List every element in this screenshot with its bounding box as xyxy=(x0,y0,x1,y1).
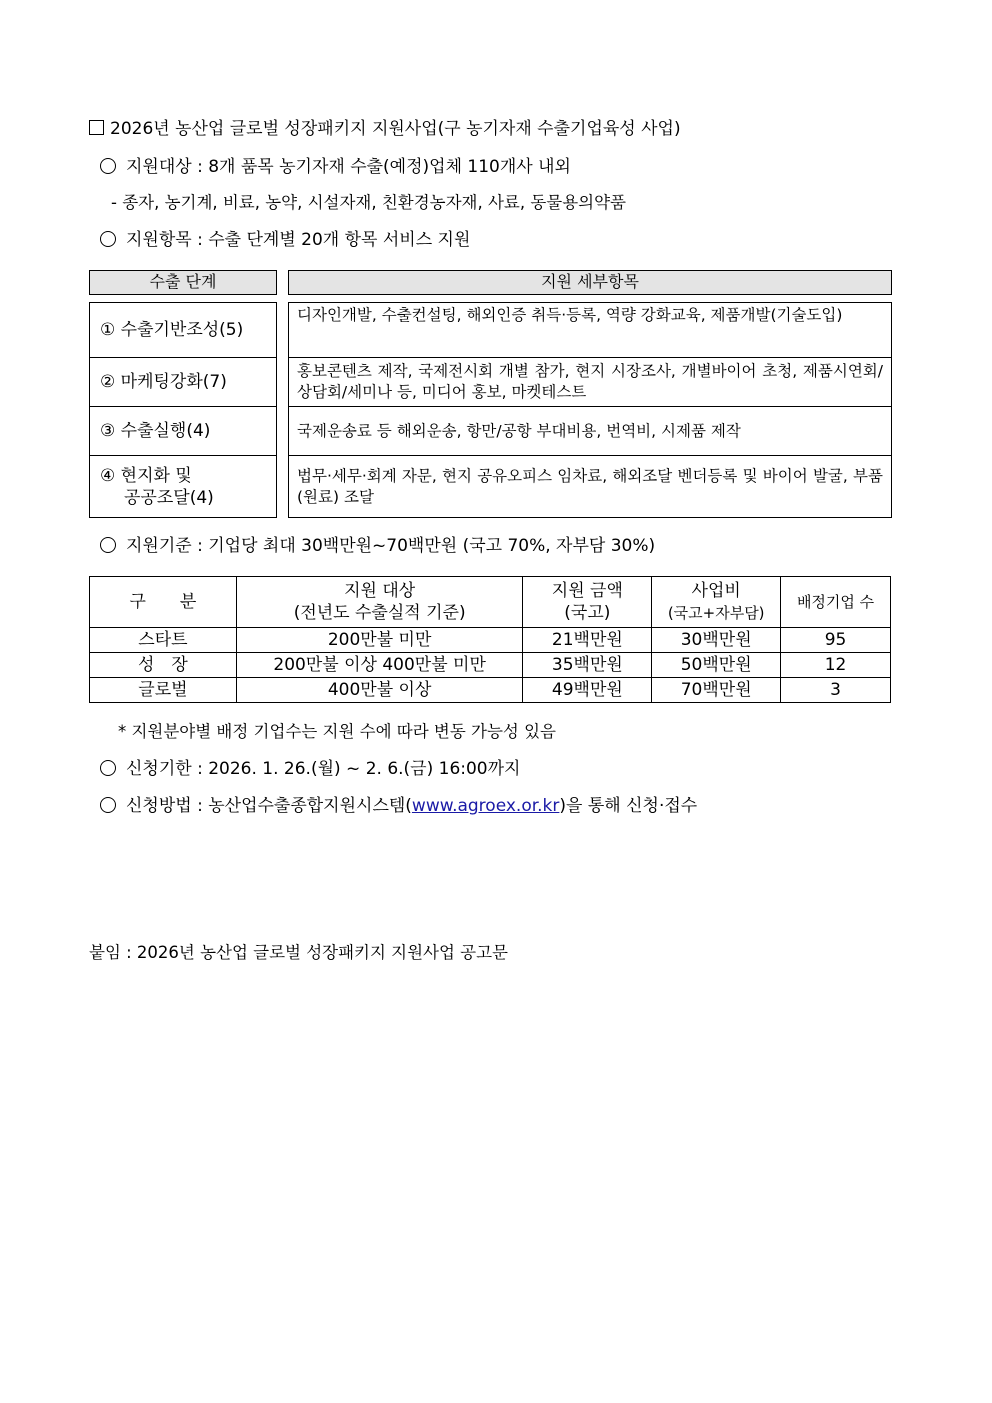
criteria-line xyxy=(100,535,655,557)
support-target-line xyxy=(100,156,571,178)
criteria-text: 지원기준 : 기업당 최대 30백만원~70백만원 (국고 70%, 자부담 30%) xyxy=(126,536,656,556)
target-header-line2: (전년도 수출실적 기준) xyxy=(293,603,466,623)
category-header: 구 분 xyxy=(90,577,237,628)
budget-cell: 50백만원 xyxy=(652,653,781,678)
heading-text: 2026년 농산업 글로벌 성장패키지 지원사업(구 농기자재 수출기업육성 사업) xyxy=(110,119,681,139)
attachment-line: 붙임 : 2026년 농산업 글로벌 성장패키지 지원사업 공고문 xyxy=(89,943,508,962)
amount-cell: 35백만원 xyxy=(523,653,652,678)
table-row xyxy=(90,628,891,653)
support-target-text: 지원대상 : 8개 품목 농기자재 수출(예정)업체 110개사 내외 xyxy=(126,157,571,177)
checkbox-square-icon xyxy=(89,120,104,135)
amount-header-line1: 지원 금액 xyxy=(551,581,623,601)
stage-label: ② 마케팅강화(7) xyxy=(100,372,227,392)
circle-bullet-icon xyxy=(100,158,116,174)
budget-cell: 70백만원 xyxy=(652,678,781,703)
detail-text: 디자인개발, 수출컨설팅, 해외인증 취득·등록, 역량 강화교육, 제품개발(기술도입) xyxy=(297,306,843,324)
circle-bullet-icon xyxy=(100,537,116,553)
method-prefix: 신청방법 : 농산업수출종합지원시스템( xyxy=(126,796,412,816)
amount-cell: 49백만원 xyxy=(523,678,652,703)
stage-cell xyxy=(90,406,276,455)
category-cell: 글로벌 xyxy=(90,678,237,703)
deadline-text: 신청기한 : 2026. 1. 26.(월) ~ 2. 6.(금) 16:00까지 xyxy=(126,759,521,779)
deadline-line xyxy=(100,758,520,780)
circle-bullet-icon xyxy=(100,797,116,813)
stage-label: ① 수출기반조성(5) xyxy=(100,320,244,340)
count-cell: 3 xyxy=(781,678,891,703)
stage-column xyxy=(89,302,277,518)
budget-header-line2: (국고+자부담) xyxy=(667,604,765,622)
allocation-note: * 지원분야별 배정 기업수는 지원 수에 따라 변동 가능성 있음 xyxy=(118,722,556,741)
detail-column xyxy=(288,302,892,518)
target-header xyxy=(236,577,523,628)
method-line xyxy=(100,795,697,817)
detail-header: 지원 세부항목 xyxy=(288,270,892,295)
budget-cell: 30백만원 xyxy=(652,628,781,653)
detail-text: 홍보콘텐츠 제작, 국제전시회 개별 참가, 현지 시장조사, 개별바이어 초청, 제품시연회/상담회/세미나 등, 미디어 홍보, 마켓테스트 xyxy=(297,362,883,401)
amount-header xyxy=(523,577,652,628)
target-cell: 200만불 이상 400만불 미만 xyxy=(236,653,523,678)
detail-cell xyxy=(289,303,891,357)
stage-label-line1: ④ 현지화 및 xyxy=(100,465,192,486)
detail-text: 국제운송료 등 해외운송, 항만/공항 부대비용, 번역비, 시제품 제작 xyxy=(297,421,741,440)
budget-header xyxy=(652,577,781,628)
circle-bullet-icon xyxy=(100,231,116,247)
method-suffix: )을 통해 신청·접수 xyxy=(559,796,698,816)
detail-cell xyxy=(289,357,891,406)
stage-cell xyxy=(90,357,276,406)
count-header: 배정기업 수 xyxy=(781,577,891,628)
stage-label: ③ 수출실행(4) xyxy=(100,421,211,441)
support-table xyxy=(89,576,891,703)
support-items-line xyxy=(100,229,470,251)
stage-label xyxy=(90,465,214,509)
support-target-detail: - 종자, 농기계, 비료, 농약, 시설자재, 친환경농자재, 사료, 동물용의약품 xyxy=(111,193,626,212)
stage-cell xyxy=(90,455,276,517)
target-header-line1: 지원 대상 xyxy=(344,581,416,601)
amount-cell: 21백만원 xyxy=(523,628,652,653)
detail-cell xyxy=(289,406,891,455)
circle-bullet-icon xyxy=(100,760,116,776)
detail-text: 법무·세무·회계 자문, 현지 공유오피스 임차료, 해외조달 벤더등록 및 바이어 발굴, 부품(원료) 조달 xyxy=(297,466,883,506)
support-table-header-row xyxy=(90,577,891,628)
detail-cell xyxy=(289,455,891,517)
category-cell: 성 장 xyxy=(90,653,237,678)
count-cell: 95 xyxy=(781,628,891,653)
target-cell: 400만불 이상 xyxy=(236,678,523,703)
stage-cell xyxy=(90,303,276,357)
support-items-text: 지원항목 : 수출 단계별 20개 항목 서비스 지원 xyxy=(126,230,471,250)
section-heading xyxy=(89,118,681,140)
budget-header-line1: 사업비 xyxy=(691,581,741,601)
stage-label-line2: 공공조달(4) xyxy=(124,487,214,508)
category-cell: 스타트 xyxy=(90,628,237,653)
count-cell: 12 xyxy=(781,653,891,678)
table-row xyxy=(90,678,891,703)
agroex-link[interactable]: www.agroex.or.kr xyxy=(411,796,560,816)
table-row xyxy=(90,653,891,678)
stage-header: 수출 단계 xyxy=(89,270,277,295)
target-cell: 200만불 미만 xyxy=(236,628,523,653)
amount-header-line2: (국고) xyxy=(564,603,611,623)
